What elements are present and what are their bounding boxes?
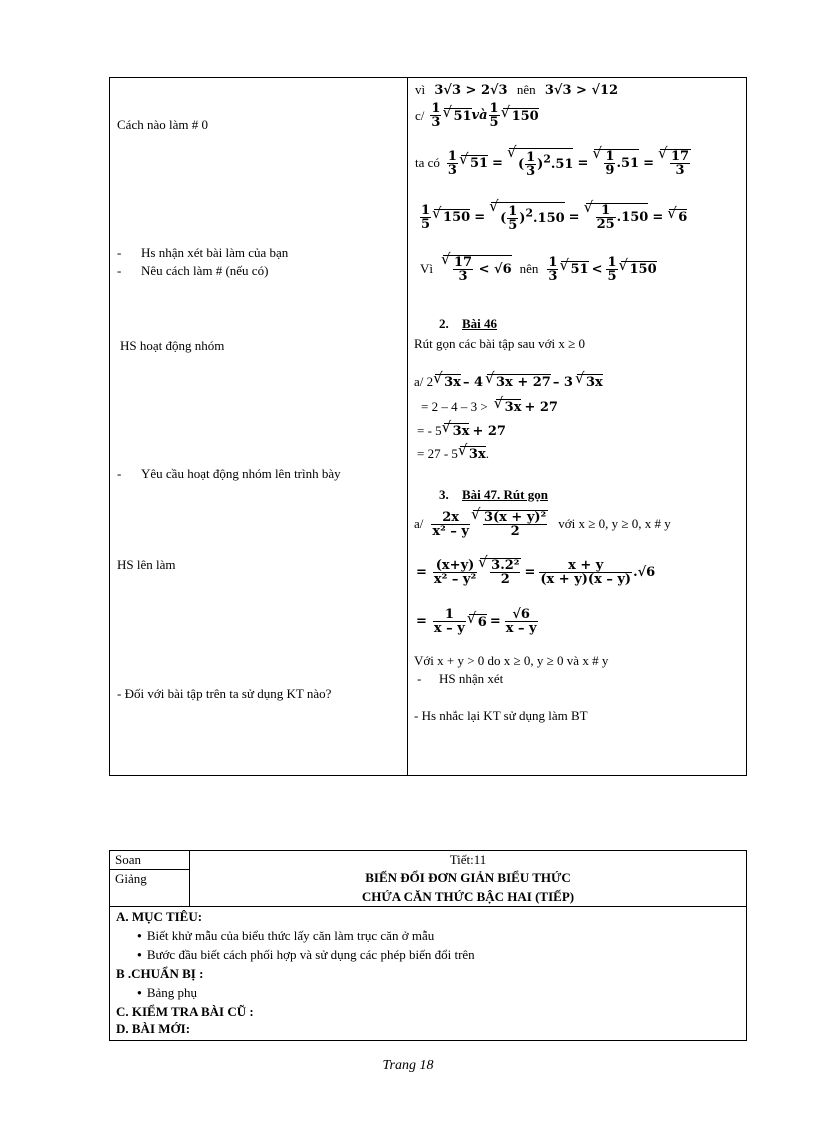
nen-label: nên [516, 82, 536, 97]
bai46-line-3 [417, 423, 506, 439]
bai47-step-1 [416, 558, 655, 586]
bai47-expression [414, 510, 671, 538]
bai47-number: 3. [439, 487, 449, 502]
sqrt-150-b: √ 150 [434, 209, 470, 225]
hs-nhac-lai: - Hs nhắc lại KT sử dụng làm BT [414, 708, 588, 723]
sqrt-25th-150: √ $\frac{1}{25}$ .150 [586, 203, 649, 231]
sqrt-3-2-squared-over-2: √ $\frac{\text{3.2²}}{2}$ [480, 558, 521, 586]
equals-sign: = [577, 155, 589, 171]
sqrt-150: √ 150 [503, 108, 539, 124]
bai46-number: 2. [439, 316, 449, 331]
frac-xy-over-product: $\frac{x + y}{(x + y)(x - y)}$ [540, 557, 632, 587]
ta-co-label: ta có [415, 155, 440, 170]
sqrt-3x-d: √ 3x [444, 423, 470, 439]
equals-sign: = [643, 155, 654, 171]
section-d-heading: D. BÀI MỚI: [116, 1021, 191, 1036]
equals-sign: = [489, 614, 501, 629]
section-a-heading: A. MỤC TIÊU: [116, 909, 203, 924]
equals-sign: = [416, 564, 427, 580]
column-divider [407, 78, 408, 775]
frac-one-third-b: $\frac{1}{3}$ [447, 148, 457, 178]
bai47-condition: với x ≥ 0, y ≥ 0, x # y [558, 516, 671, 531]
lesson-title-1: BIẾN ĐỔI ĐƠN GIẢN BIỂU THỨC [365, 870, 571, 885]
bai46-a-label: a/ 2 [414, 374, 434, 389]
sqrt-3x: √ 3x [435, 374, 461, 390]
section-b-heading: B .CHUẨN BỊ : [116, 966, 204, 981]
sqrt-6: √ 6 [669, 209, 687, 225]
section-c-heading: C. KIỂM TRA BÀI CŨ : [116, 1004, 254, 1019]
bai46-term: – 3 [552, 374, 573, 390]
math-ta-co-line [415, 148, 691, 178]
frac-one-fifth: $\frac{1}{5}$ [489, 101, 499, 130]
frac-xy-over-x2-y2: $\frac{(x+y)}{\text{x² – y²}}$ [433, 557, 477, 587]
left-peer-review: Hs nhận xét bài làm của bạn [141, 245, 289, 260]
hs-nhan-xet: HS nhận xét [439, 671, 504, 686]
plus-27: + 27 [524, 399, 558, 415]
left-knowledge-question: - Đối với bài tập trên ta sử dụng KT nào? [117, 686, 332, 701]
bai47-a-label: a/ [414, 516, 424, 531]
tiet-label: Tiết:11 [449, 852, 487, 867]
bai46-instruction: Rút gọn các bài tập sau với x ≥ 0 [414, 336, 586, 351]
sqrt-150-c: √ 150 [621, 261, 657, 277]
math-part-c [415, 102, 539, 129]
bai46-heading [439, 316, 497, 332]
left-dash-2: - [117, 263, 122, 278]
sqrt-51-c: √ 51 [561, 261, 588, 277]
equals-sign: = [524, 564, 536, 580]
sqrt-17-third: √ $\frac{17}{3}$ [660, 149, 691, 177]
right-dash: - [417, 671, 422, 686]
vi-label: vì [415, 82, 426, 97]
left-group-present: Yêu cầu hoạt động nhóm lên trình bày [141, 466, 341, 481]
objective-item-2: ● Bước đầu biết cách phối hợp và sử dụng các phép biến đổi trên [137, 947, 475, 963]
left-student-board: HS lên làm [117, 557, 176, 572]
bai47-title: Bài 47. Rút gọn [462, 487, 548, 502]
vi-label-2: Vì [420, 261, 433, 276]
sqrt-3xy2-over-2: √ $\frac{\text{3(x + y)²}}{2}$ [473, 510, 548, 538]
less-than: < [591, 261, 603, 277]
sqrt-3x-e: √ 3x [460, 446, 486, 462]
left-dash-1: - [117, 245, 122, 260]
sqrt-3x-b: √ 3x [577, 374, 603, 390]
frac-one-fifth-c: $\frac{1}{5}$ [607, 254, 617, 284]
frac-1-over-x-minus-y: $\frac{1}{x - y}$ [433, 607, 465, 636]
bai46-title: Bài 46 [462, 316, 498, 331]
bai46-term: – 4 [462, 374, 484, 390]
va-label: và [471, 108, 488, 123]
bai47-step-2 [416, 608, 539, 635]
equals-sign: = [416, 614, 427, 629]
sqrt-square-third: √ ( $\frac{1}{3}$ )$^2$.51 [509, 148, 574, 178]
sqrt-51-b: √ 51 [461, 155, 488, 171]
sqrt-3x-plus-27: √ 3x + 27 [487, 374, 551, 390]
math-conclusion-line [420, 255, 657, 283]
bai46-line-4: = 27 - 5 √ 3x . [417, 446, 489, 462]
bai47-heading [439, 487, 548, 503]
sqrt-51: √ 51 [444, 108, 471, 124]
objective-item-1: ● Biết khử mẫu của biểu thức lấy căn làm trục căn ở mẫu [137, 928, 434, 944]
soan-label: Soan [115, 852, 141, 867]
math-compare-line [415, 82, 618, 99]
sqrt-3x-c: √ 3x [496, 399, 522, 415]
lesson-row-line [110, 869, 190, 870]
giang-label: Giảng [115, 871, 147, 886]
left-dash-3: - [117, 466, 122, 481]
preparation-item-1: ● Bảng phụ [137, 985, 197, 1001]
frac-one-third-c: $\frac{1}{3}$ [548, 254, 558, 284]
sqrt-6-b: √ 6 [469, 614, 487, 630]
sqrt-square-fifth: √ ( $\frac{1}{5}$ )$^2$.150 [491, 202, 565, 232]
bai46-line-a [414, 374, 603, 390]
bai46-line-2 [421, 399, 558, 415]
bai47-condition-note: Với x + y > 0 do x ≥ 0, y ≥ 0 và x # y [414, 653, 609, 668]
plus-27: + 27 [472, 423, 506, 439]
equals-sign: = [568, 209, 580, 225]
frac-one-fifth-b: $\frac{1}{5}$ [421, 202, 431, 232]
math-compare-a: 3√3 > 2√3 [434, 83, 508, 98]
frac-sqrt6-over-x-minus-y: $\frac{√6}{x - y}$ [505, 607, 537, 636]
sqrt-17-third-b: √ $\frac{17}{3}$ < √6 [443, 255, 512, 283]
bai46-step-2: = 2 – 4 – 3 > [421, 399, 488, 414]
frac-one-third: $\frac{1}{3}$ [431, 101, 441, 130]
equals-sign: = [474, 209, 486, 225]
nen-label-2: nên [519, 261, 539, 276]
left-question-1: Cách nào làm # 0 [117, 117, 208, 132]
bai46-step-3: = - 5 [417, 423, 442, 438]
bai46-step-4: = 27 - 5 [417, 446, 458, 461]
math-150-line [419, 202, 687, 232]
c-label: c/ [415, 107, 425, 123]
sqrt-ninth-51: √ $\frac{1}{9}$ .51 [594, 149, 639, 177]
left-other-method: Nêu cách làm # (nếu có) [141, 263, 269, 278]
equals-sign: = [492, 155, 503, 171]
lesson-title-2: CHỨA CĂN THỨC BẬC HAI (TIẾP) [361, 889, 575, 904]
lesson-header-bottom [110, 906, 746, 907]
equals-sign: = [652, 209, 664, 225]
math-compare-b: 3√3 > √12 [544, 83, 619, 98]
page-number: Trang 18 [382, 1058, 434, 1073]
left-group-activity: HS hoạt động nhóm [120, 338, 225, 353]
frac-2x-over-x2-y: $\frac{2x}{\text{x² – y}}$ [432, 509, 469, 539]
dot-sqrt-6: .√6 [633, 564, 656, 580]
